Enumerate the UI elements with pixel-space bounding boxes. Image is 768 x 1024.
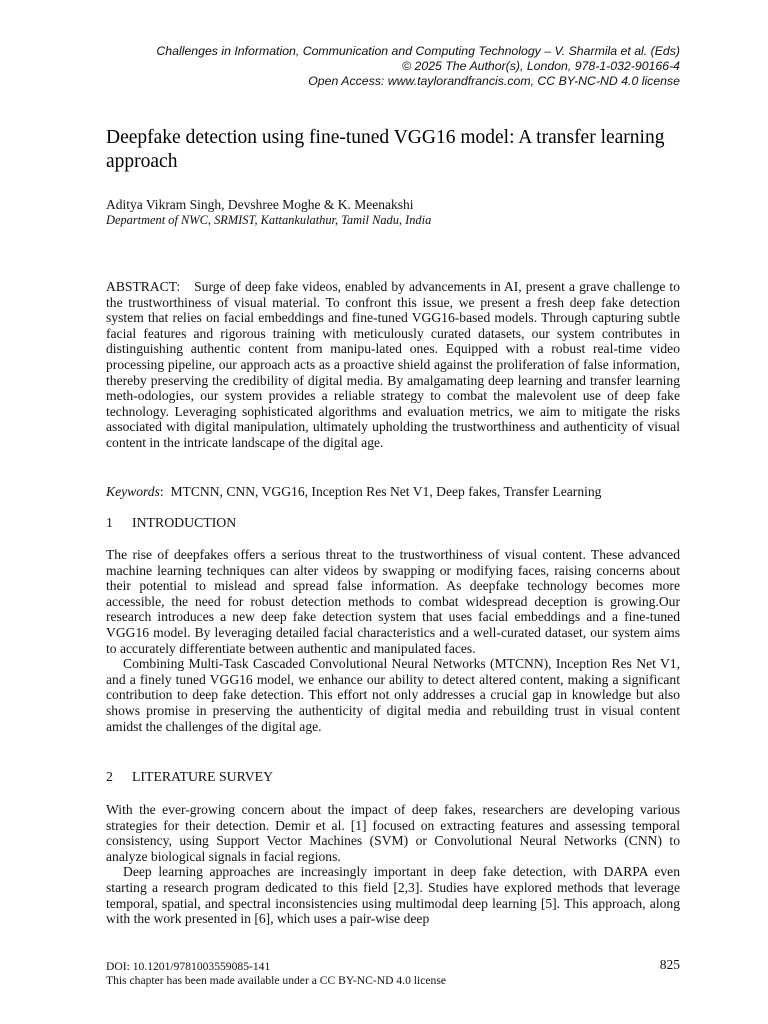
license-note: This chapter has been made available under a CC BY-NC-ND 4.0 license	[106, 974, 446, 987]
section-number: 1	[106, 515, 113, 530]
abstract-text: Surge of deep fake videos, enabled by advancements in AI, present a grave challenge to the trustworthiness of visual material. To confront this issue, we present a fresh deep fake detection system that relies on facial embeddings and fine-tuned VGG16-based models. Through capturing subtle facial features and rigorous training with meticulously curated datasets, our system contributes in distinguishing authentic content from manipu-lated ones. Equipped with a robust real-time video processing pipeline, our approach acts as a proactive shield against the proliferation of false information, thereby preserving the credibility of digital media. By amalgamating deep learning and transfer learning meth-odologies, our system provides a reliable strategy to combat the malevolent use of deep fake technology. Leveraging sophisticated algorithms and evaluation metrics, we aim to mitigate the risks associated with digital manipulation, ultimately upholding the trustworthiness and authenticity of visual content in the intricate landscape of the digital age.	[106, 279, 680, 450]
section-title: LITERATURE SURVEY	[132, 769, 274, 784]
paragraph: The rise of deepfakes offers a serious threat to the trustworthiness of visual content. These advanced machine learning techniques can alter videos by swapping or modifying faces, raising concerns about their potential to mislead and spread false information. As deepfake technology becomes more accessible, the need for robust detection methods to combat widespread deception is growing.Our research introduces a new deep fake detection system that uses facial embeddings and a fine-tuned VGG16 model. By leveraging detailed facial characteristics and a well-curated dataset, our system aims to accurately differentiate between authentic and manipulated faces.	[106, 547, 680, 656]
paragraph: With the ever-growing concern about the impact of deep fakes, researchers are developing various strategies for their detection. Demir et al. [1] focused on extracting features and assessing temporal consistency, using Support Vector Machines (SVM) or Convolutional Neural Networks (CNN) to analyze biological signals in facial regions.	[106, 802, 680, 864]
running-header	[156, 44, 680, 89]
section-title: INTRODUCTION	[132, 515, 237, 530]
paragraph: Deep learning approaches are increasingly important in deep fake detection, with DARPA even starting a research program dedicated to this field [2,3]. Studies have explored methods that leverage temporal, spatial, and spectral inconsistencies using multimodal deep learning [5]. This approach, along with the work presented in [6], which uses a pair-wise deep	[106, 864, 680, 927]
footer-info	[106, 960, 446, 988]
abstract-label: ABSTRACT:	[106, 279, 181, 294]
keywords-block: Keywords: MTCNN, CNN, VGG16, Inception Res Net V1, Deep fakes, Transfer Learning	[106, 484, 602, 499]
header-line-license: Open Access: www.taylorandfrancis.com, CC BY-NC-ND 4.0 license	[308, 74, 680, 88]
header-line-copyright: © 2025 The Author(s), London, 978-1-032-90166-4	[402, 59, 680, 73]
doi-text: DOI: 10.1201/9781003559085-141	[106, 960, 271, 973]
abstract-block	[106, 279, 680, 451]
section-number: 2	[106, 769, 113, 784]
introduction-body	[106, 547, 680, 734]
author-affiliation: Department of NWC, SRMIST, Kattankulathur, Tamil Nadu, India	[106, 213, 432, 227]
section-heading-literature-survey	[106, 769, 273, 785]
author-list: Aditya Vikram Singh, Devshree Moghe & K. Meenakshi	[106, 197, 414, 212]
header-line-book: Challenges in Information, Communication and Computing Technology – V. Sharmila et al. (Eds)	[156, 44, 680, 58]
keywords-label: Keywords	[106, 484, 160, 499]
keywords-text: MTCNN, CNN, VGG16, Inception Res Net V1, Deep fakes, Transfer Learning	[170, 484, 602, 499]
paragraph: Combining Multi-Task Cascaded Convolutional Neural Networks (MTCNN), Inception Res Net V1, and a finely tuned VGG16 model, we enhance our ability to detect altered content, making a significant contribution to deep fake detection. This effort not only addresses a crucial gap in knowledge but also shows promise in preserving the authenticity of digital media and rebuilding trust in visual content amidst the challenges of the digital age.	[106, 656, 680, 734]
paper-title: Deepfake detection using fine-tuned VGG16 model: A transfer learning approach	[106, 127, 665, 172]
literature-survey-body	[106, 802, 680, 927]
section-heading-introduction	[106, 515, 236, 531]
page-number: 825	[659, 957, 680, 972]
